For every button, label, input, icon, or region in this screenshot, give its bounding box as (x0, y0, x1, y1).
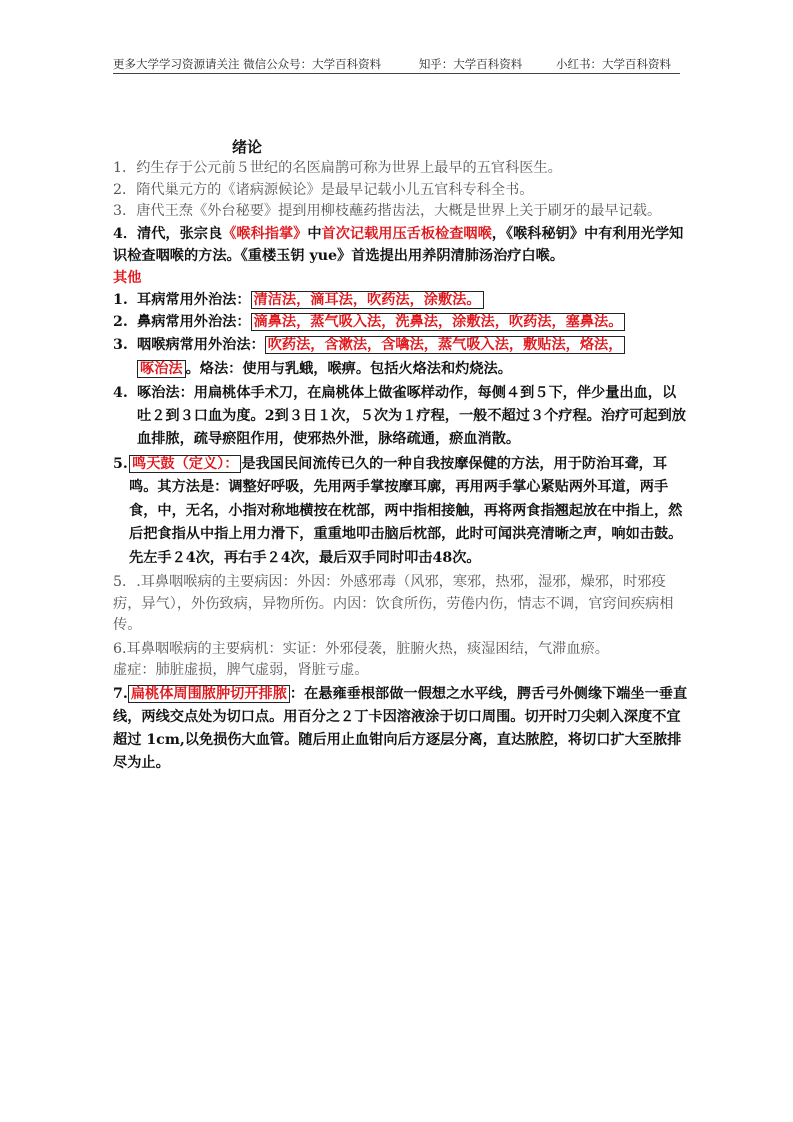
highlight-mingtiangu: 鸣天鼓（定义）： (129, 455, 241, 473)
header-xiaohongshu: 小红书：大学百科资料 (555, 57, 671, 71)
list-item-nose: 2. 鼻病常用外治法： 滴鼻法，蒸气吸入法，洗鼻法，涂敷法，吹药法，塞鼻法。 (113, 311, 689, 333)
highlight-first-record: 首次记载用压舌板检查咽喉 (321, 225, 492, 242)
header-zhihu: 知乎：大学百科资料 (418, 57, 523, 71)
page-header (113, 56, 680, 72)
list-item-zhuozhi: 4. 啄治法：用扁桃体手术刀，在扁桃体上做雀啄样动作，每侧４到５下，伴少量出血，以吐２到３口血为度。2到３日１次，５次为１疗程，一般不超过３个疗程。治疗可起到放血排脓，疏导瘀阻作用，使邪热外泄，脉络疏通，瘀血消散。 (113, 384, 686, 447)
list-item-ear: 1. 耳病常用外治法： 清洁法，滴耳法，吹药法，涂敷法。 (113, 289, 689, 311)
highlight-throat-methods: 吹药法，含漱法，含噙法，蒸气吸入法，敷贴法，烙法， (265, 336, 626, 354)
section-heading-other: 其他 (113, 269, 142, 286)
list-item-abscess: 7. 扁桃体周围脓肿切开排脓 ：在悬雍垂根部做一假想之水平线，腭舌弓外侧缘下端坐一垂直线，两线交点处为切口点。用百分之２丁卡因溶液涂于切口周围。切开时刀尖刺入深度不宜超过 1cm,以免损伤大血管。随后用止血钳向后方逐层分离，直达脓腔，将切口扩大至脓排尽为止。 (113, 685, 688, 771)
paragraph-deficiency: 虚症：肺脏虚损，脾气虚弱，肾脏亏虚。 (113, 662, 369, 678)
highlight-nose-methods: 滴鼻法，蒸气吸入法，洗鼻法，涂敷法，吹药法，塞鼻法。 (251, 313, 626, 331)
book-title-houkezhizhang: 《喉科指掌》 (222, 225, 308, 242)
header-divider (113, 73, 680, 74)
intro-line-4: 4．清代，张宗良《喉科指掌》中首次记载用压舌板检查咽喉，《喉科秘钥》中有利用光学知识检查咽喉的方法。《重楼玉钥 yue》首选提出用养阴清肺汤治疗白喉。 (113, 225, 684, 264)
header-wechat: 更多大学学习资源请关注 微信公众号：大学百科资料 (113, 57, 382, 71)
list-item-mingtiangu: 5. 鸣天鼓（定义）： 是我国民间流传已久的一种自我按摩保健的方法，用于防治耳聋，耳鸣。其方法是：调整好呼吸，先用两手掌按摩耳廓，再用两手掌心紧贴两外耳道，两手食，中，无名，小指对称地横按在枕部，两中指相接触，再将两食指翘起放在中指上，然后把食指从中指上用力滑下，重重地叩击脑后枕部，此时可闻洪亮清晰之声，响如击鼓。先左手２4次，再右手２4次，最后双手同时叩击48次。 (113, 455, 683, 566)
highlight-abscess-drainage: 扁桃体周围脓肿切开排脓 (128, 685, 290, 703)
highlight-ear-methods: 清洁法，滴耳法，吹药法，涂敷法。 (251, 291, 484, 309)
list-item-throat: 3. 咽喉病常用外治法： 吹药法，含漱法，含噙法，蒸气吸入法，敷贴法，烙法， 啄治法 。烙法：使用与乳蛾，喉痹。包括火烙法和灼烧法。 (113, 333, 689, 381)
intro-line-2: 2．隋代巢元方的《诸病源候论》是最早记载小儿五官科专科全书。 (113, 181, 534, 198)
intro-line-3: 3．唐代王焘《外台秘要》提到用柳枝蘸药揩齿法，大概是世界上关于刷牙的最早记载。 (113, 203, 662, 219)
paragraph-causes: 5．.耳鼻咽喉病的主要病因：外因：外感邪毒（风邪，寒邪，热邪，湿邪，燥邪，时邪疫疠，异气），外伤致病，异物所伤。内因：饮食所伤，劳倦内伤，情志不调，官窍间疾病相传。 (113, 574, 674, 633)
intro-line-1: 1．约生存于公元前５世纪的名医扁鹊可称为世界上最早的五官科医生。 (113, 160, 562, 176)
highlight-zhuozhi: 啄治法 (137, 360, 186, 378)
paragraph-mechanism: 6.耳鼻咽喉病的主要病机：实证：外邪侵袭，脏腑火热，痰湿困结，气滞血瘀。 (113, 640, 609, 657)
page-title: 绪论 (232, 138, 263, 156)
document-body (113, 158, 689, 775)
